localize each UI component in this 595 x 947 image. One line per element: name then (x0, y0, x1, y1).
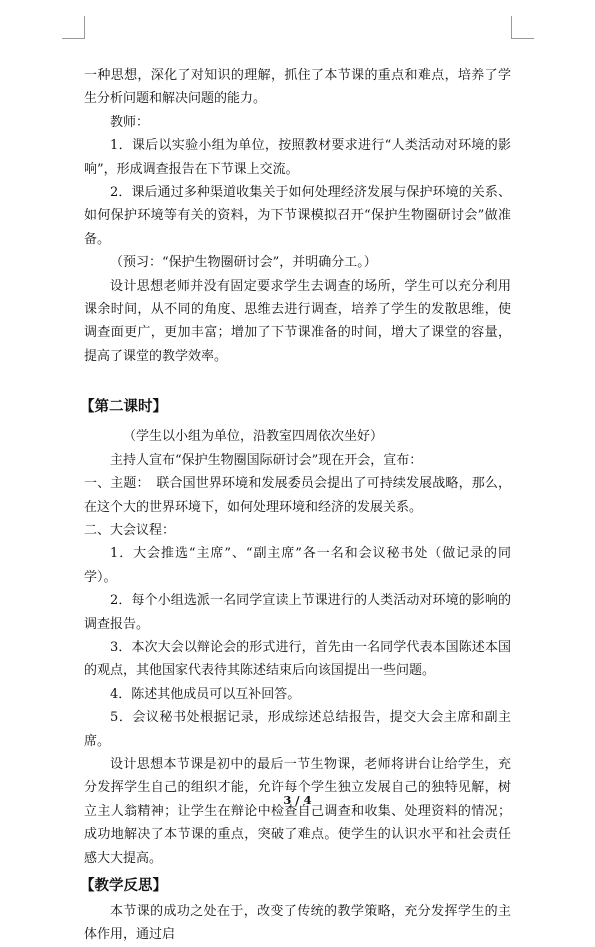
paragraph: 2．课后通过多种渠道收集关于如何处理经济发展与保护环境的关系、如何保护环境等有关的资料，为下节课模拟召开“保护生物圈研讨会”做准备。 (84, 185, 511, 247)
paragraph: 2．每个小组选派一名同学宣读上节课进行的人类活动对环境的影响的调查报告。 (84, 593, 511, 632)
paragraph: （学生以小组为单位，沿教室四周依次坐好） (123, 429, 384, 445)
paragraph: 5．会议秘书处根据记录，形成综述总结报告，提交大会主席和副主席。 (84, 710, 511, 749)
crop-mark-top-left (62, 16, 85, 39)
paragraph: 3．本次大会以辩论会的形式进行，首先由一名同学代表本国陈述本国的观点，其他国家代表待其陈述结束后向该国提出一些问题。 (84, 639, 511, 679)
section-heading-second-lesson: 【第二课时】 (80, 399, 167, 416)
paragraph: 主持人宣布“保护生物圈国际研讨会”现在开会，宣布： (110, 452, 423, 468)
paragraph: 设计思想本节课是初中的最后一节生物课，老师将讲台让给学生，充分发挥学生自己的组织才能，允许每个学生独立发展自己的独特见解，树立主人翁精神；让学生在辩论中检查自己调查和收集、处理资料的情况；成功地解决了本节课的重点，突破了难点。使学生的认识水平和社会责任感大大提高。 (84, 756, 511, 866)
paragraph: 教师： (110, 114, 150, 130)
paragraph: 本节课的成功之处在于，改变了传统的教学策略，充分发挥学生的主体作用，通过启 (84, 904, 511, 943)
crop-mark-top-right (511, 16, 534, 39)
paragraph: 二、大会议程： (84, 522, 176, 538)
paragraph: （预习：“保护生物圈研讨会”，并明确分工。） (110, 255, 377, 271)
section-teaching-reflection-paragraphs (84, 900, 511, 947)
page-number: 3 / 4 (283, 793, 312, 807)
paragraph: 4．陈述其他成员可以互补回答。 (110, 686, 301, 702)
page-content (80, 64, 511, 947)
paragraph: 设计思想老师并没有固定要求学生去调查的场所，学生可以充分利用课余时间，从不同的角度、思维去进行调查，培养了学生的发散思维，使调查面更广，更加丰富；增加了下节课准备的时间，增大了课堂的容量，提高了课堂的教学效率。 (84, 278, 511, 364)
section-top-paragraphs (84, 64, 511, 368)
paragraph: 一、主题： 联合国世界环境和发展委员会提出了可持续发展战略，那么，在这个大的世界环境下，如何处理环境和经济的发展关系。 (84, 476, 511, 515)
paragraph: 1．课后以实验小组为单位，按照教材要求进行“人类活动对环境的影响”，形成调查报告在下节课上交流。 (84, 138, 511, 177)
paragraph: 1．大会推选“主席”、“副主席”各一名和会议秘书处（做记录的同学）。 (84, 546, 511, 585)
section-heading-teaching-reflection: 【教学反思】 (80, 878, 167, 894)
paragraph: 一种思想，深化了对知识的理解，抓住了本节课的重点和难点，培养了学生分析问题和解决问题的能力。 (84, 68, 511, 107)
